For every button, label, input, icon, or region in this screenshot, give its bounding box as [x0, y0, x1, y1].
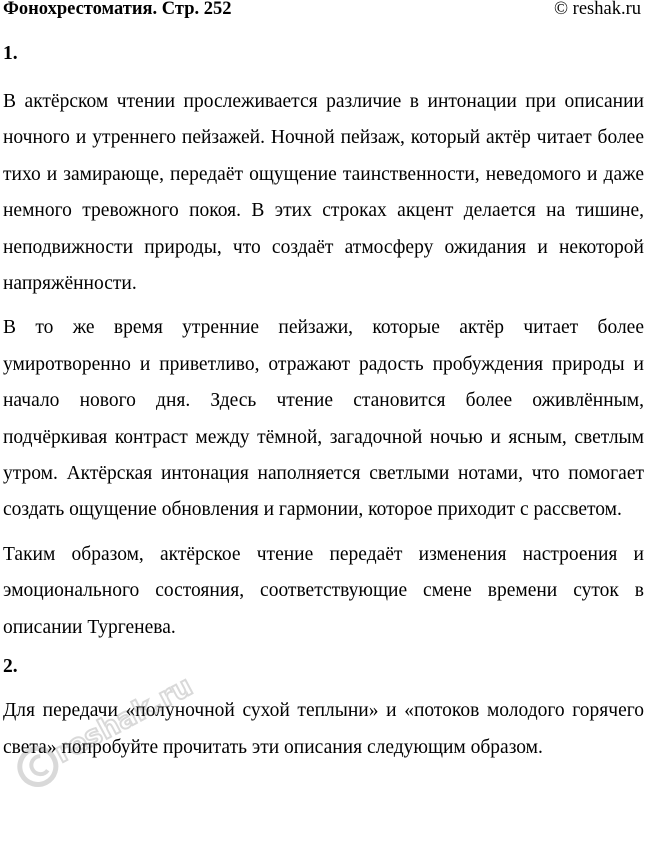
paragraph-night-landscape: В актёрском чтении прослеживается различие в интонации при описании ночного и утреннего пейзажей. Ночной пейзаж, который актёр читает более тихо и замирающе, передаёт ощущение таинственности, неведомого и даже немного тревожного покоя. В этих строках акцент делается на тишине, неподвижности природы, что создаёт атмосферу ожидания и некоторой напряжённости.: [3, 91, 644, 295]
page-title: Фонохрестоматия. Стр. 252: [3, 0, 232, 19]
paragraph-morning-landscape: В то же время утренние пейзажи, которые актёр читает более умиротворенно и приветливо, отражают радость пробуждения природы и начало нового дня. Здесь чтение становится более оживлённым, подчёркивая контраст между тёмной, загадочной ночью и ясным, светлым утром. Актёрская интонация наполняется светлыми нотами, что помогает создать ощущение обновления и гармонии, которое приходит с рассветом.: [3, 317, 644, 521]
paragraph-reading-advice: Для передачи «полуночной сухой теплыни» и «потоков молодого горячего света» попробуйте прочитать эти описания следующим образом.: [3, 700, 644, 758]
paragraph-conclusion: Таким образом, актёрское чтение передаёт изменения настроения и эмоционального состояния, соответствующие смене времени суток в описании Тургенева.: [3, 543, 644, 638]
watermark-text: reshak.ru: [48, 669, 198, 770]
section-number-2: 2.: [3, 656, 18, 678]
site-credit: © reshak.ru: [554, 0, 641, 19]
page-header: [0, 0, 646, 20]
document-body: [3, 40, 644, 766]
section-number-1: 1.: [3, 43, 18, 64]
